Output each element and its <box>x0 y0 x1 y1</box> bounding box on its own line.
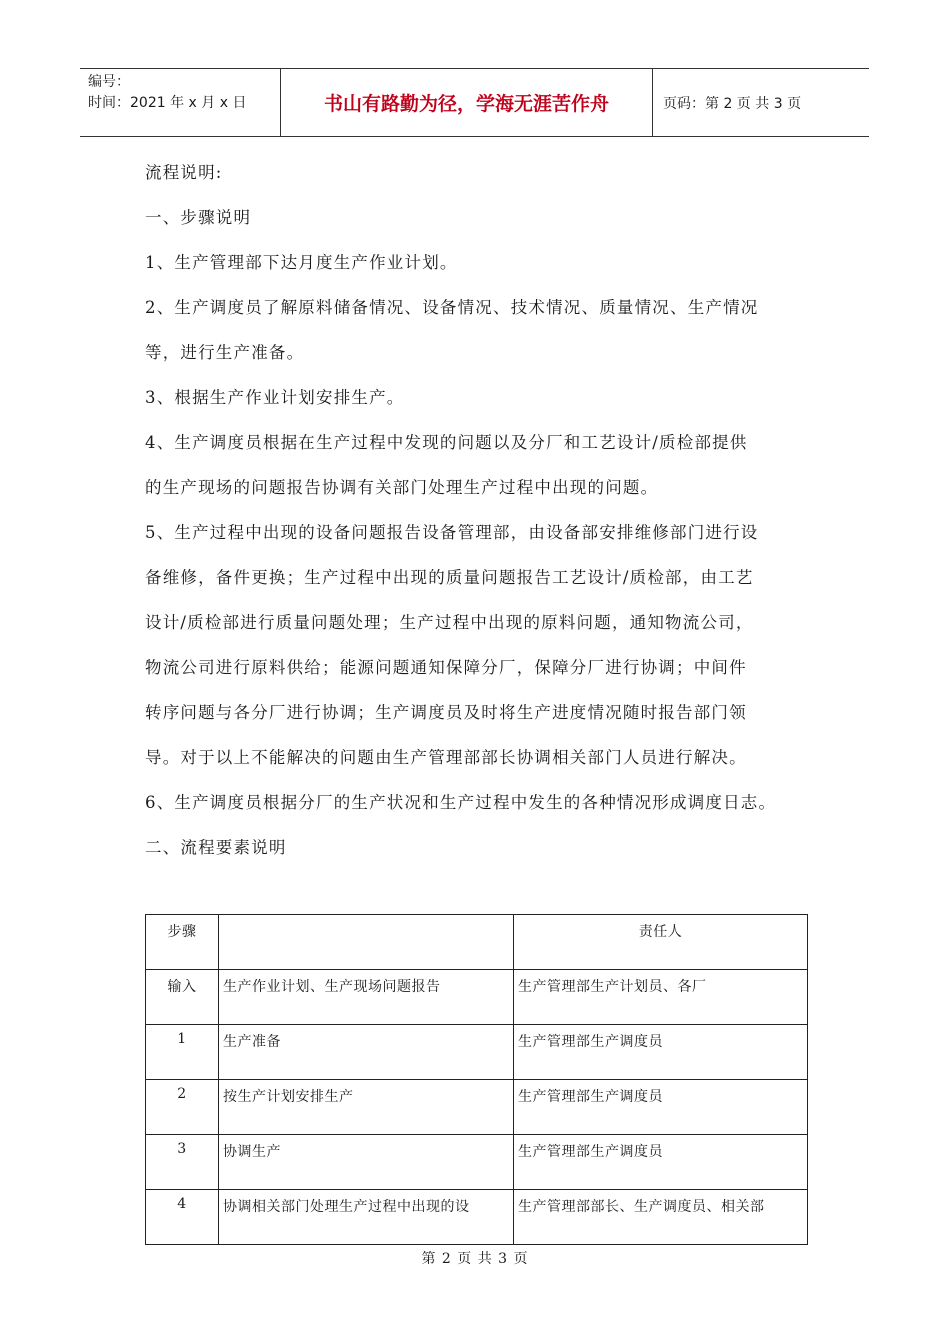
table-cell: 2 <box>146 1080 219 1135</box>
table-cell: 协调生产 <box>219 1135 514 1190</box>
table-cell: 1 <box>146 1025 219 1080</box>
paragraph: 3、根据生产作业计划安排生产。 <box>145 388 405 407</box>
header-meta <box>80 69 280 136</box>
header-cell-content <box>219 915 514 970</box>
table-cell: 输入 <box>146 970 219 1025</box>
section-heading: 二、流程要素说明 <box>145 838 287 857</box>
table-cell: 生产作业计划、生产现场问题报告 <box>219 970 514 1025</box>
paragraph: 流程说明: <box>145 163 223 182</box>
page-footer: 第 2 页 共 3 页 <box>421 1251 529 1267</box>
paragraph: 设计/质检部进行质量问题处理；生产过程中出现的原料问题，通知物流公司， <box>145 613 754 632</box>
document-body <box>145 150 825 870</box>
table-cell: 3 <box>146 1135 219 1190</box>
table-cell: 协调相关部门处理生产过程中出现的设 <box>219 1190 514 1245</box>
table-cell: 生产管理部生产调度员 <box>514 1135 808 1190</box>
header-cell-step: 步骤 <box>146 915 219 970</box>
process-elements-table <box>145 914 808 1245</box>
table-cell: 生产管理部生产计划员、各厂 <box>514 970 808 1025</box>
table-header-row <box>146 915 808 970</box>
header-cell-owner: 责任人 <box>514 915 808 970</box>
table-cell: 4 <box>146 1190 219 1245</box>
table-cell: 生产管理部生产调度员 <box>514 1080 808 1135</box>
table-row <box>146 1025 808 1080</box>
serial-label: 编号： <box>88 74 130 90</box>
table-cell: 生产准备 <box>219 1025 514 1080</box>
paragraph: 备维修，备件更换；生产过程中出现的质量问题报告工艺设计/质检部，由工艺 <box>145 568 754 587</box>
paragraph: 4、生产调度员根据在生产过程中发现的问题以及分厂和工艺设计/质检部提供 <box>145 433 748 452</box>
table-cell: 生产管理部部长、生产调度员、相关部 <box>514 1190 808 1245</box>
section-heading: 一、步骤说明 <box>145 208 252 227</box>
table-row <box>146 1190 808 1245</box>
paragraph: 等，进行生产准备。 <box>145 343 305 362</box>
paragraph: 物流公司进行原料供给；能源问题通知保障分厂，保障分厂进行协调；中间件 <box>145 658 747 677</box>
table-row <box>146 1135 808 1190</box>
table-cell: 生产管理部生产调度员 <box>514 1025 808 1080</box>
paragraph: 5、生产过程中出现的设备问题报告设备管理部，由设备部安排维修部门进行设 <box>145 523 759 542</box>
paragraph: 2、生产调度员了解原料储备情况、设备情况、技术情况、质量情况、生产情况 <box>145 298 759 317</box>
table-row <box>146 970 808 1025</box>
table-cell: 按生产计划安排生产 <box>219 1080 514 1135</box>
paragraph: 的生产现场的问题报告协调有关部门处理生产过程中出现的问题。 <box>145 478 659 497</box>
header-page-code: 页码：第 2 页 共 3 页 <box>663 95 802 112</box>
paragraph: 1、生产管理部下达月度生产作业计划。 <box>145 253 458 272</box>
header-motto: 书山有路勤为径，学海无涯苦作舟 <box>280 69 653 136</box>
table-row <box>146 1080 808 1135</box>
paragraph: 转序问题与各分厂进行协调；生产调度员及时将生产进度情况随时报告部门领 <box>145 703 747 722</box>
paragraph: 6、生产调度员根据分厂的生产状况和生产过程中发生的各种情况形成调度日志。 <box>145 793 777 812</box>
time-label: 时间：2021 年 x 月 x 日 <box>88 95 247 111</box>
paragraph: 导。对于以上不能解决的问题由生产管理部部长协调相关部门人员进行解决。 <box>145 748 747 767</box>
page-header <box>80 68 869 137</box>
